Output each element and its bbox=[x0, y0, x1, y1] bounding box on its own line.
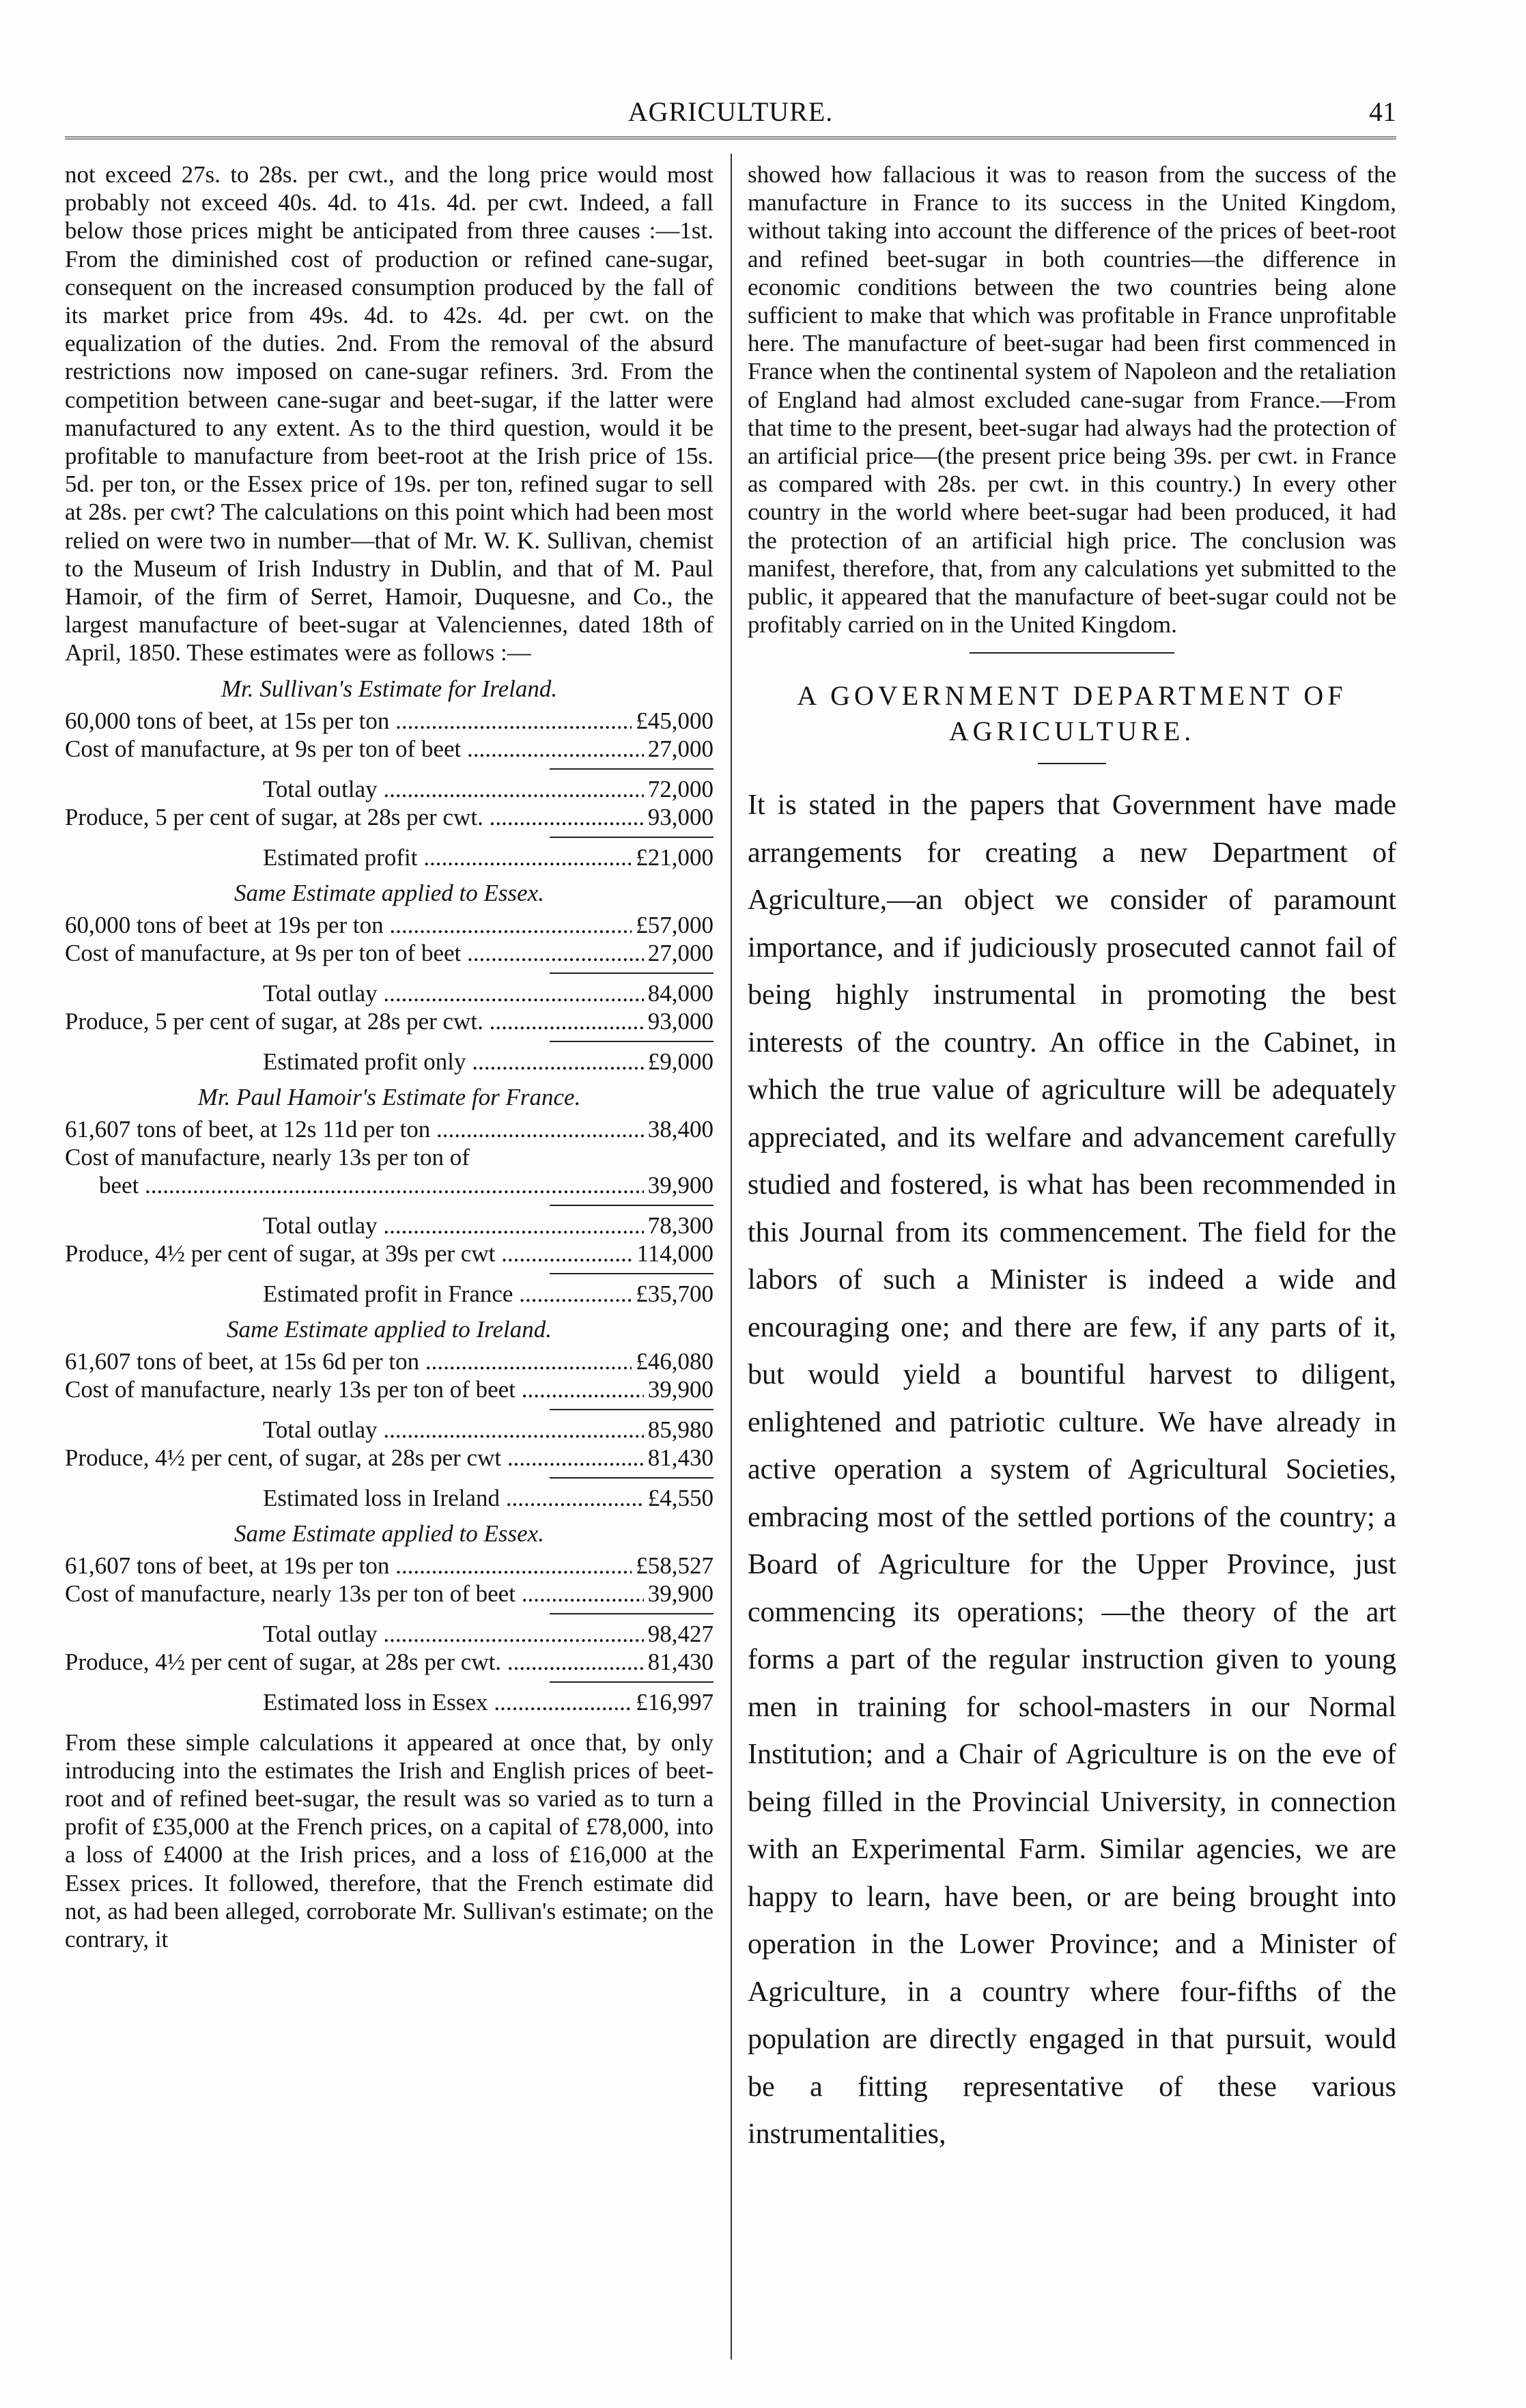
line-label: Produce, 4½ per cent of sugar, at 39s per cwt ..... bbox=[65, 1240, 633, 1268]
result-rule bbox=[550, 1477, 713, 1479]
line-label: Produce, 5 per cent of sugar, at 28s per cwt. ..... bbox=[65, 803, 644, 831]
line-amount: 84,000 bbox=[647, 979, 713, 1007]
estimate-title: Same Estimate applied to Ireland. bbox=[227, 1315, 552, 1343]
right-column bbox=[748, 160, 1396, 2159]
section-subtitle: AGRICULTURE. bbox=[948, 716, 1196, 747]
line-amount bbox=[709, 1143, 713, 1171]
line-amount: £35,700 bbox=[636, 1280, 713, 1307]
result-line bbox=[65, 1484, 713, 1512]
result-line bbox=[65, 843, 713, 871]
line-amount: 93,000 bbox=[647, 1007, 713, 1035]
produce-line bbox=[65, 1007, 713, 1035]
estimate-line bbox=[65, 1115, 713, 1143]
line-amount: 27,000 bbox=[647, 735, 713, 762]
line-amount: 39,900 bbox=[647, 1580, 713, 1607]
estimate-title: Mr. Paul Hamoir's Estimate for France. bbox=[197, 1083, 581, 1110]
line-amount: £9,000 bbox=[647, 1048, 713, 1075]
line-amount: 98,427 bbox=[647, 1620, 713, 1647]
total-line bbox=[65, 1212, 713, 1240]
closing-paragraph: From these simple calculations it appeared at once that, by only introducing into the estimates the Irish and English prices of beet-root and of refined beet-sugar, the result was so varied as to turn a profit of £35,000 at the French prices, on a capital of £78,000, into a loss of £4000 at the Irish prices, and a loss of £16,000 at the Essex prices. It followed, therefore, that the French estimate did not, as had been alleged, corroborate Mr. Sullivan's estimate; on the contrary, it bbox=[65, 1728, 713, 1953]
estimate-line bbox=[65, 1171, 713, 1199]
total-line bbox=[65, 775, 713, 803]
estimate-line bbox=[65, 1552, 713, 1580]
line-amount: £16,997 bbox=[636, 1688, 713, 1716]
line-amount: 81,430 bbox=[647, 1648, 713, 1675]
sum-rule bbox=[550, 1205, 713, 1206]
result-rule bbox=[550, 1681, 713, 1683]
line-amount: 81,430 bbox=[647, 1444, 713, 1471]
line-label: Cost of manufacture, at 9s per ton of beet ..... bbox=[65, 735, 644, 763]
line-label: Total outlay ..... bbox=[263, 979, 644, 1007]
produce-line bbox=[65, 1444, 713, 1472]
page-number: 41 bbox=[1369, 96, 1396, 127]
line-amount: 39,900 bbox=[647, 1375, 713, 1403]
line-label: 61,607 tons of beet, at 12s 11d per ton ..... bbox=[65, 1115, 644, 1143]
result-rule bbox=[550, 837, 713, 838]
result-rule bbox=[550, 1273, 713, 1274]
estimate-title: Mr. Sullivan's Estimate for Ireland. bbox=[221, 675, 558, 702]
line-label: 60,000 tons of beet, at 15s per ton ..... bbox=[65, 707, 632, 735]
line-label: 61,607 tons of beet, at 15s 6d per ton ..... bbox=[65, 1347, 632, 1375]
line-amount: £46,080 bbox=[636, 1347, 713, 1375]
line-label: Produce, 4½ per cent, of sugar, at 28s per cwt ..... bbox=[65, 1444, 644, 1472]
line-label: Estimated profit ..... bbox=[263, 843, 632, 871]
line-label: Cost of manufacture, at 9s per ton of beet ..... bbox=[65, 939, 644, 967]
line-label: 60,000 tons of beet at 19s per ton ..... bbox=[65, 911, 632, 939]
estimate-line bbox=[65, 1347, 713, 1375]
line-label: Estimated profit only ..... bbox=[263, 1048, 644, 1076]
line-label: Estimated loss in Essex ..... bbox=[263, 1688, 632, 1716]
page bbox=[65, 82, 1396, 2356]
estimate-line bbox=[65, 707, 713, 735]
intro-paragraph: not exceed 27s. to 28s. per cwt., and the long price would most probably not exceed 40s. 4d. to 41s. 4d. per cwt. Indeed, a fall below those prices might be anticipated from three causes :—1st. From the diminished cost of production or refined cane-sugar, consequent on the increased consumption produced by the fall of its market price from 49s. 4d. to 42s. 4d. per cwt. on the equalization of the duties. 2nd. From the removal of the absurd restrictions now imposed on cane-sugar refiners. 3rd. From the competition between cane-sugar and beet-sugar, if the latter were manufactured to any extent. As to the third question, would it be profitable to manufacture from beet-root at the Irish price of 15s. 5d. per ton, or the Essex price of 19s. per ton, refined sugar to sell at 28s. per cwt? The calculations on this point which had been most relied on were two in number—that of Mr. W. K. Sullivan, chemist to the Museum of Irish Industry in Dublin, and that of M. Paul Hamoir, of the firm of Serret, Hamoir, Duquesne, and Co., the largest manufacture of beet-sugar at Valenciennes, dated 18th of April, 1850. These estimates were as follows :— bbox=[65, 161, 713, 667]
section-title-rule bbox=[1038, 763, 1106, 764]
line-label: Total outlay ..... bbox=[263, 1620, 644, 1648]
line-amount: 27,000 bbox=[647, 939, 713, 966]
line-label: Estimated profit in France ..... bbox=[263, 1280, 632, 1308]
estimate-line bbox=[65, 911, 713, 939]
line-label: Total outlay ..... bbox=[263, 1416, 644, 1444]
line-label: beet ..... bbox=[99, 1171, 644, 1199]
sum-rule bbox=[550, 972, 713, 974]
estimate-title: Same Estimate applied to Essex. bbox=[234, 879, 544, 906]
continuation-paragraph: showed how fallacious it was to reason from the success of the manufacture in France to its success in the United Kingdom, without taking into account the difference of the prices of beet-root and refined beet-sugar in both countries—the difference in economic conditions between the two countries being alone sufficient to make that which was profitable in France unprofitable here. The manufacture of beet-sugar had been first commenced in France when the continental system of Napoleon and the retaliation of England had almost excluded cane-sugar from France.—From that time to the present, beet-sugar had always had the protection of an artificial price—(the present price being 39s. per cwt. in France as compared with 28s. per cwt. in this country.) In every other country in the world where beet-sugar had been produced, it had the protection of an artificial high price. The conclusion was manifest, therefore, that, from any calculations yet submitted to the public, it appeared that the manufacture of beet-sugar could not be profitably carried on in the United Kingdom. bbox=[748, 161, 1396, 639]
line-label: 61,607 tons of beet, at 19s per ton ..... bbox=[65, 1552, 632, 1580]
section-body: It is stated in the papers that Government have made arrangements for creating a new Department of Agriculture,—an object we consider of paramount importance, and if judiciously prosecuted cannot fail of being highly instrumental in promoting the best interests of the country. An office in the Cabinet, in which the true value of agriculture will be adequately appreciated, and its welfare and advancement carefully studied and fostered, is what has been recommended in this Journal from its commencement. The field for the labors of such a Minister is indeed a wide and encouraging one; and there are few, if any parts of it, but would yield a bountiful harvest to diligent, enlightened and patriotic culture. We have already in active operation a system of Agricultural Societies, embracing most of the settled portions of the country; a Board of Agriculture for the Upper Province, just commencing its operations; —the theory of the art forms a part of the regular instruction given to young men in training for school-masters in our Normal Institution; and a Chair of Agriculture is on the eve of being filled in the Provincial University, in connection with an Experimental Farm. Similar agencies, we are happy to learn, have been, or are being brought into operation in the Lower Province; and a Minister of Agriculture, in a country where four-fifths of the population are directly engaged in that pursuit, would be a fitting representative of these various instrumentalities, bbox=[748, 789, 1396, 2151]
estimate-line bbox=[65, 1375, 713, 1403]
sum-rule bbox=[550, 768, 713, 770]
running-header bbox=[65, 96, 1396, 137]
line-amount: £4,550 bbox=[647, 1484, 713, 1511]
total-line bbox=[65, 1416, 713, 1444]
section-separator bbox=[970, 652, 1174, 654]
result-line bbox=[65, 1048, 713, 1076]
line-amount: 72,000 bbox=[647, 775, 713, 802]
line-label: Total outlay ..... bbox=[263, 775, 644, 803]
line-label: Total outlay ..... bbox=[263, 1212, 644, 1240]
left-column bbox=[65, 160, 713, 1953]
line-amount: 114,000 bbox=[636, 1240, 713, 1267]
sum-rule bbox=[550, 1613, 713, 1614]
column-divider bbox=[731, 154, 732, 2360]
line-label: Estimated loss in Ireland ..... bbox=[263, 1484, 644, 1512]
section-title: A GOVERNMENT DEPARTMENT OF bbox=[797, 680, 1347, 712]
header-rule bbox=[65, 137, 1396, 139]
estimate-line bbox=[65, 1580, 713, 1608]
line-amount: 39,900 bbox=[647, 1171, 713, 1199]
produce-line bbox=[65, 1240, 713, 1268]
line-amount: 85,980 bbox=[647, 1416, 713, 1443]
line-amount: £57,000 bbox=[636, 911, 713, 938]
sum-rule bbox=[550, 1409, 713, 1410]
running-title: AGRICULTURE. bbox=[627, 96, 834, 127]
line-label: Cost of manufacture, nearly 13s per ton of bbox=[65, 1143, 470, 1171]
result-line bbox=[65, 1688, 713, 1716]
line-label: Produce, 4½ per cent of sugar, at 28s per cwt. ..... bbox=[65, 1648, 644, 1676]
line-amount: 93,000 bbox=[647, 803, 713, 830]
result-rule bbox=[550, 1041, 713, 1042]
line-amount: £21,000 bbox=[636, 843, 713, 871]
produce-line bbox=[65, 803, 713, 831]
estimates-block bbox=[65, 674, 713, 1716]
line-amount: 78,300 bbox=[647, 1212, 713, 1239]
line-amount: £45,000 bbox=[636, 707, 713, 734]
result-line bbox=[65, 1280, 713, 1308]
line-label: Cost of manufacture, nearly 13s per ton of beet ..... bbox=[65, 1375, 644, 1403]
line-amount: £58,527 bbox=[636, 1552, 713, 1579]
line-amount: 38,400 bbox=[647, 1115, 713, 1143]
estimate-line bbox=[65, 735, 713, 763]
total-line bbox=[65, 1620, 713, 1648]
estimate-line bbox=[65, 1143, 713, 1171]
line-label: Cost of manufacture, nearly 13s per ton of beet ..... bbox=[65, 1580, 644, 1608]
estimate-title: Same Estimate applied to Essex. bbox=[234, 1520, 544, 1547]
produce-line bbox=[65, 1648, 713, 1676]
estimate-line bbox=[65, 939, 713, 967]
total-line bbox=[65, 979, 713, 1007]
line-label: Produce, 5 per cent of sugar, at 28s per cwt. ..... bbox=[65, 1007, 644, 1035]
